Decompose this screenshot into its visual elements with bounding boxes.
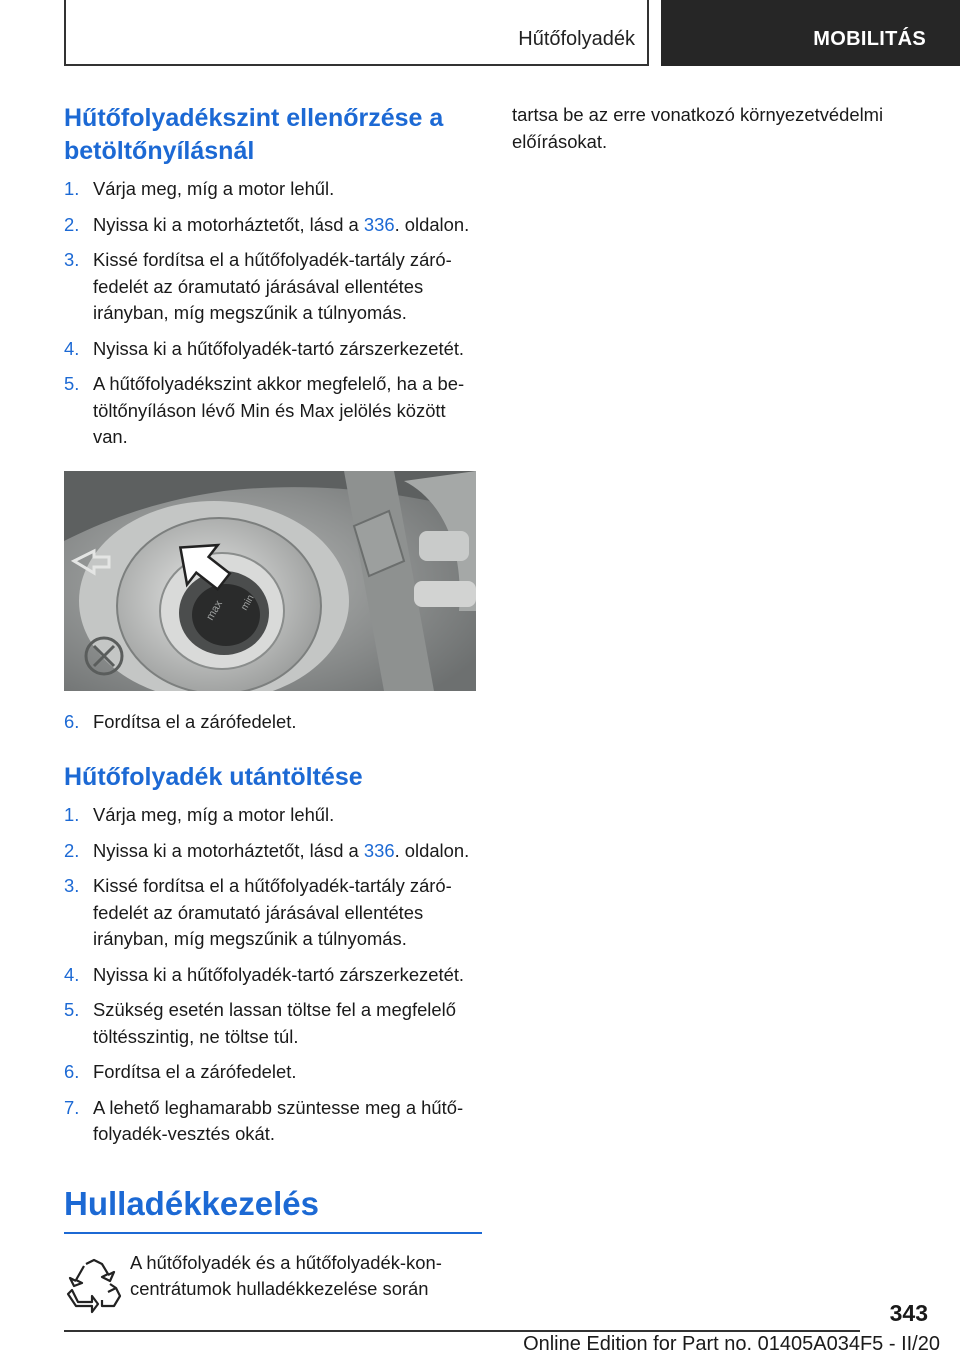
refill-steps [64, 802, 482, 1148]
page-link[interactable]: 336 [363, 839, 395, 861]
list-item: 5. Szükség esetén lassan töltse fel a megfelelő töltésszintig, ne töltse túl. [64, 999, 456, 1047]
left-column [64, 102, 482, 1330]
section-title-check-level: Hűtőfolyadékszint ellenőrzése a betöltőnyílásnál [64, 104, 444, 165]
list-item: 4. Nyissa ki a hűtőfolyadék-tartó zárszerkezetét. [64, 337, 465, 359]
check-level-steps-continued [64, 709, 482, 736]
list-item: 3. Kissé fordítsa el a hűtőfolyadék-tartály záró-fedelét az óramutató járásával ellentétes irányban, míg megszűnik a túlnyomás. [64, 249, 452, 323]
footer-edition: Online Edition for Part no. 01405A034F5 - II/20 [523, 1333, 940, 1355]
list-item: 6. Fordítsa el a zárófedelet. [64, 710, 297, 732]
list-item: 1. Várja meg, míg a motor lehűl. [64, 804, 335, 825]
environment-note [64, 1250, 482, 1330]
recycle-icon [64, 1256, 124, 1316]
header-chapter-box [661, 0, 960, 66]
list-item: 1. Várja meg, míg a motor lehűl. [64, 178, 335, 199]
footer-divider [64, 1330, 860, 1332]
list-item: 5. A hűtőfolyadékszint akkor megfelelő, ha a be-töltőnyíláson lévő Min és Max jelölés között van. [64, 373, 465, 447]
page-number: 343 [889, 1300, 928, 1326]
coolant-reservoir-photo [64, 471, 476, 691]
list-item: 4. Nyissa ki a hűtőfolyadék-tartó zárszerkezetét. [64, 963, 465, 985]
environment-note-continued: tartsa be az erre vonatkozó környezetvédelmi előírásokat. [512, 104, 884, 152]
environment-note-text: A hűtőfolyadék és a hűtőfolyadék-kon-centrátumok hulladékkezelése során [130, 1251, 442, 1299]
list-item: 7. A lehető leghamarabb szüntesse meg a hűtő-folyadék-vesztés okát. [64, 1096, 464, 1144]
svg-text:min: min [239, 592, 257, 612]
page-link[interactable]: 336 [363, 213, 395, 235]
list-item: 2. Nyissa ki a motorháztetőt, lásd a 336. oldalon. [64, 213, 470, 235]
header-section-title: Hűtőfolyadék [518, 28, 635, 50]
list-item: 3. Kissé fordítsa el a hűtőfolyadék-tartály záró-fedelét az óramutató járásával ellentétes irányban, míg megszűnik a túlnyomás. [64, 875, 452, 949]
section-title-refill: Hűtőfolyadék utántöltése [64, 763, 363, 791]
list-item: 6. Fordítsa el a zárófedelet. [64, 1061, 297, 1082]
header-chapter-title: MOBILITÁS [813, 28, 926, 50]
svg-text:max: max [204, 598, 225, 622]
right-column [512, 102, 912, 155]
section-title-disposal: Hulladékkezelés [64, 1184, 482, 1234]
list-item: 2. Nyissa ki a motorháztetőt, lásd a 336. oldalon. [64, 839, 470, 861]
check-level-steps [64, 176, 482, 451]
header-section-box [64, 0, 649, 66]
